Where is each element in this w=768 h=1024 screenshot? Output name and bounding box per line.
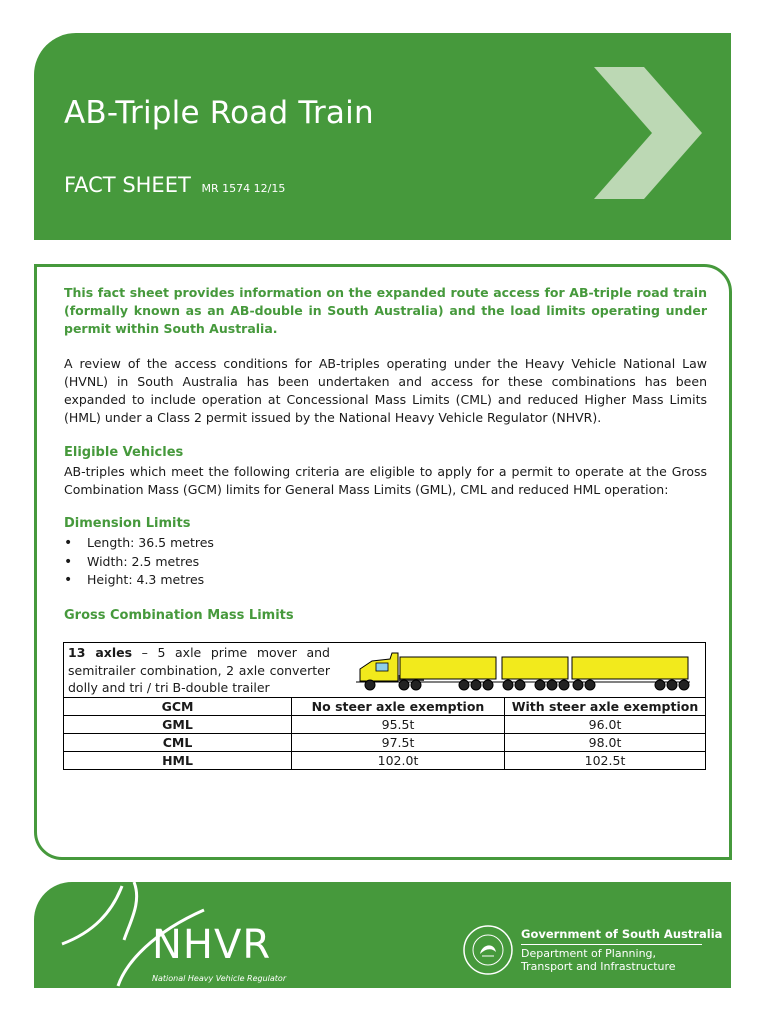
cell-value: 102.0t	[292, 751, 505, 769]
cell-value: 96.0t	[505, 715, 706, 733]
department-line-1: Department of Planning,	[521, 947, 657, 960]
intro-paragraph: This fact sheet provides information on the expanded route access for AB-triple road train (formally known as an AB-double in South Australia) and the load limits operating under permit within South Australia.	[64, 285, 707, 336]
fact-sheet-text: FACT SHEET	[64, 173, 191, 197]
department-line-2: Transport and Infrastructure	[521, 960, 676, 973]
vehicle-description	[68, 643, 330, 697]
eligible-vehicles-paragraph: AB-triples which meet the following criteria are eligible to apply for a permit to operate at the Gross Combination Mass (GCM) limits for General Mass Limits (GML), CML and reduced HML operation:	[64, 464, 707, 497]
gcm-heading: Gross Combination Mass Limits	[64, 608, 294, 623]
row-label: GML	[64, 715, 292, 733]
south-australia-seal-icon	[462, 924, 514, 976]
table-row	[64, 733, 706, 751]
document-code: MR 1574 12/15	[201, 182, 286, 195]
road-train-illustration	[356, 649, 696, 695]
list-item: • Length: 36.5 metres	[64, 534, 214, 553]
cell-value: 97.5t	[292, 733, 505, 751]
header-with-steer: With steer axle exemption	[505, 697, 706, 715]
dimension-list	[64, 534, 214, 590]
row-label: CML	[64, 733, 292, 751]
gcm-table	[63, 642, 706, 770]
cell-value: 95.5t	[292, 715, 505, 733]
axle-count: 13 axles	[68, 645, 133, 660]
page-title: AB-Triple Road Train	[64, 95, 374, 131]
table-header-row	[64, 697, 706, 715]
list-item: • Width: 2.5 metres	[64, 553, 214, 572]
government-title: Government of South Australia	[521, 927, 723, 941]
department-name	[521, 947, 721, 973]
header-banner	[34, 33, 731, 240]
row-label: HML	[64, 751, 292, 769]
eligible-vehicles-heading: Eligible Vehicles	[64, 445, 184, 460]
cell-value: 98.0t	[505, 733, 706, 751]
header-gcm: GCM	[64, 697, 292, 715]
cell-value: 102.5t	[505, 751, 706, 769]
dimension-limits-heading: Dimension Limits	[64, 516, 191, 531]
list-item: • Height: 4.3 metres	[64, 571, 214, 590]
footer-banner	[34, 882, 731, 988]
review-paragraph: A review of the access conditions for AB-triples operating under the Heavy Vehicle National Law (HVNL) in South Australia has been undertaken and access for these combinations has been expanded to include operation at Concessional Mass Limits (CML) and reduced Higher Mass Limits (HML) under a Class 2 permit issued by the National Heavy Vehicle Regulator (NHVR).	[64, 356, 707, 425]
nhvr-logo-text: NHVR	[152, 922, 272, 968]
table-row	[64, 715, 706, 733]
vehicle-description-cell	[64, 643, 706, 698]
nhvr-tagline: National Heavy Vehicle Regulator	[152, 974, 287, 983]
table-row	[64, 751, 706, 769]
vehicle-description-text: – 5 axle prime mover and semitrailer combination, 2 axle converter dolly and tri / tri B-double trailer	[68, 645, 330, 695]
chevron-right-icon	[594, 67, 706, 199]
header-no-steer: No steer axle exemption	[292, 697, 505, 715]
fact-sheet-label	[64, 173, 285, 197]
divider	[521, 944, 702, 945]
